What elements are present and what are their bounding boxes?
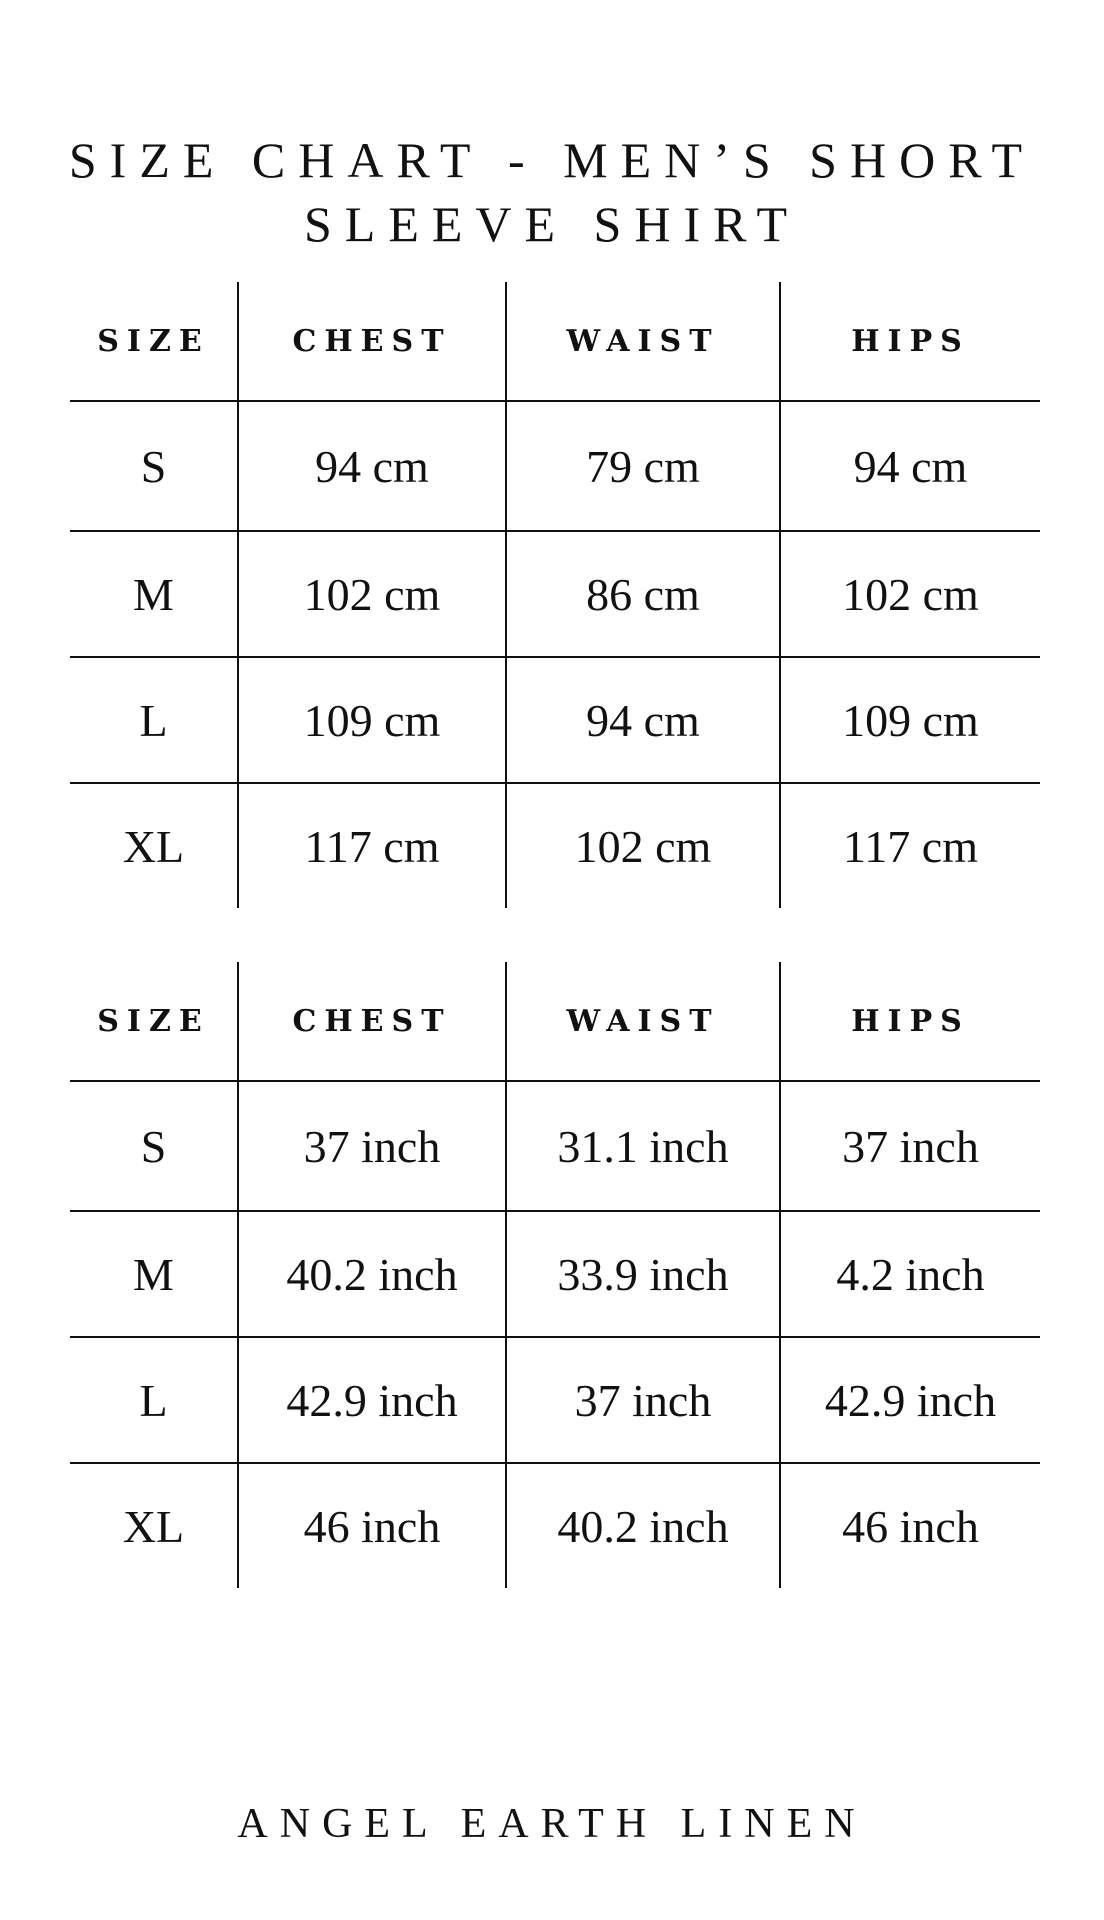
table-row [70,657,1040,783]
hips-cell: 94 cm [780,401,1040,531]
table-row [70,783,1040,908]
waist-cell: 33.9 inch [506,1211,780,1337]
chest-cell: 37 inch [238,1081,506,1211]
chest-cell: 46 inch [238,1463,506,1588]
title-line-1: SIZE CHART - MEN’S SHORT [68,132,1036,188]
hips-cell: 117 cm [780,783,1040,908]
page-title [0,128,1104,256]
waist-cell: 86 cm [506,531,780,657]
hips-cell: 102 cm [780,531,1040,657]
table-row [70,1081,1040,1211]
table-row [70,1211,1040,1337]
waist-cell: 102 cm [506,783,780,908]
hips-cell: 37 inch [780,1081,1040,1211]
table-row [70,1337,1040,1463]
size-table-inch [70,962,1040,1588]
size-cell: L [70,1337,238,1463]
table-row [70,401,1040,531]
header-hips: HIPS [780,282,1040,401]
chest-cell: 117 cm [238,783,506,908]
header-waist: WAIST [506,962,780,1081]
waist-cell: 40.2 inch [506,1463,780,1588]
size-cell: S [70,1081,238,1211]
waist-cell: 94 cm [506,657,780,783]
title-line-2: SLEEVE SHIRT [303,196,801,252]
brand-name: ANGEL EARTH LINEN [237,1801,867,1847]
hips-cell: 109 cm [780,657,1040,783]
header-chest: CHEST [238,962,506,1081]
size-cell: M [70,531,238,657]
size-table-cm [70,282,1040,908]
header-size: SIZE [97,323,210,359]
header-chest: CHEST [238,282,506,401]
table-header-row [70,282,1040,401]
table-row [70,531,1040,657]
chest-cell: 42.9 inch [238,1337,506,1463]
table-row [70,1463,1040,1588]
size-cell: M [70,1211,238,1337]
hips-cell: 4.2 inch [780,1211,1040,1337]
table-header-row [70,962,1040,1081]
size-cell: XL [70,783,238,908]
size-cell: L [70,657,238,783]
size-cell: XL [70,1463,238,1588]
header-size: SIZE [97,1003,210,1039]
waist-cell: 37 inch [506,1337,780,1463]
chest-cell: 94 cm [238,401,506,531]
chest-cell: 109 cm [238,657,506,783]
chest-cell: 40.2 inch [238,1211,506,1337]
hips-cell: 46 inch [780,1463,1040,1588]
waist-cell: 79 cm [506,401,780,531]
chest-cell: 102 cm [238,531,506,657]
hips-cell: 42.9 inch [780,1337,1040,1463]
waist-cell: 31.1 inch [506,1081,780,1211]
size-cell: S [70,401,238,531]
header-waist: WAIST [506,282,780,401]
header-hips: HIPS [780,962,1040,1081]
